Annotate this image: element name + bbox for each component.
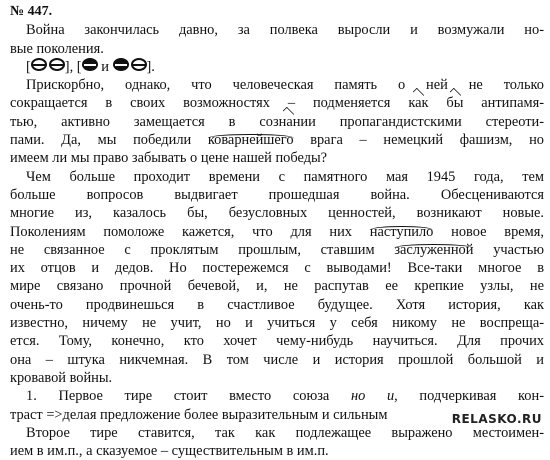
text-line: имеем ли мы право забывать о цене нашей победы? xyxy=(10,150,328,167)
text-line xyxy=(10,94,544,112)
conjunction: и xyxy=(101,58,109,75)
text-line: Прискорбно, однако, что человеческая память о ней не только xyxy=(26,77,544,94)
exercise-number: № 447. xyxy=(10,4,53,19)
open-clause-schema-icon xyxy=(49,58,65,71)
bracket: [ xyxy=(26,58,31,75)
particle-mark: бы xyxy=(446,95,464,112)
text-fragment: сокращается в своих возможностях – подменяется xyxy=(10,95,391,112)
text-line: вые поколения. xyxy=(10,40,104,57)
open-clause-schema-icon xyxy=(131,58,147,71)
text-line: известно, ничему не учит, но и учиться у себя никому не воспреща- xyxy=(10,315,544,332)
answer-line: Второе тире ставится, так как подлежащее выражено местоимен- xyxy=(26,424,544,441)
site-watermark: RELASKO.RU xyxy=(451,412,542,426)
text-fragment: антипамя- xyxy=(481,95,544,112)
text-fragment: не связанное с проклятым прошлым, ставшим xyxy=(10,241,375,258)
text-line: очень-то продвинешься в счастливое будущее. Хотя история, как xyxy=(10,296,544,313)
text-fragment: , подчеркивая кон- xyxy=(394,388,544,405)
filled-clause-schema-icon xyxy=(82,58,98,71)
text-line: она – штука никчемная. В том числе и история прошлой большой и xyxy=(10,351,544,368)
morpheme-mark: сознании xyxy=(259,113,316,130)
text-line xyxy=(10,241,544,259)
text-fragment: Поколениям помоложе кажется, что для них xyxy=(10,223,352,240)
text-line xyxy=(10,131,544,149)
sentence-schemes xyxy=(10,58,544,76)
morpheme-mark: наступило xyxy=(369,223,434,240)
exercise-page xyxy=(10,3,544,460)
scheme-group xyxy=(31,58,65,71)
scheme-group xyxy=(82,58,98,71)
morpheme-mark: коварнейшего xyxy=(207,132,294,149)
particle-mark: как xyxy=(408,95,429,112)
bracket: ], [ xyxy=(64,58,82,75)
text-line: многие из, казалось бы, безусловных ценностей, возникают новые. xyxy=(10,205,544,222)
text-fragment: пами. Да, мы победили xyxy=(10,132,192,149)
answer-line: ием в им.п., а сказуемое – существительным в им.п. xyxy=(10,443,329,460)
text-fragment: новое время, xyxy=(451,223,544,240)
scheme-group xyxy=(113,58,147,71)
text-line: Война закончилась давно, за полвека выросли и возмужали но- xyxy=(26,22,544,39)
open-clause-schema-icon xyxy=(31,58,47,71)
text-fragment: тью, активно замещается в xyxy=(10,113,236,130)
bracket: ]. xyxy=(146,58,155,75)
text-fragment: пропагандистскими стереоти- xyxy=(339,113,544,130)
text-line: ется. Тому, конечно, кто хочет чему-нибудь научиться. Для прочих xyxy=(10,333,544,350)
text-line: больше вопросов выдвигает прошедшая война. Обесцениваются xyxy=(10,186,544,203)
text-line: Чем больше проходит времени с памятного мая 1945 года, тем xyxy=(26,168,544,185)
text-line: их отцов и дедов. Но постережемся с выводами! Все-таки многое в xyxy=(10,260,544,277)
text-line: мире связано прочной бечевой, и, не распутав ее крепкие узлы, не xyxy=(10,278,544,295)
filled-clause-schema-icon xyxy=(113,58,129,71)
answer-line xyxy=(10,387,544,405)
conjunction-italic: но и xyxy=(350,388,395,405)
answer-line: траст =>делая предложение более выразительным и сильным xyxy=(10,406,388,423)
text-line xyxy=(10,113,544,131)
text-fragment: 1. Первое тире стоит вместо союза xyxy=(26,388,330,405)
text-fragment: врага – немецкий фашизм, но xyxy=(310,132,544,149)
morpheme-mark: заслуженной xyxy=(394,241,474,258)
text-line: кровавой войны. xyxy=(10,369,113,386)
text-fragment: участью xyxy=(493,241,545,258)
text-line xyxy=(10,223,544,241)
